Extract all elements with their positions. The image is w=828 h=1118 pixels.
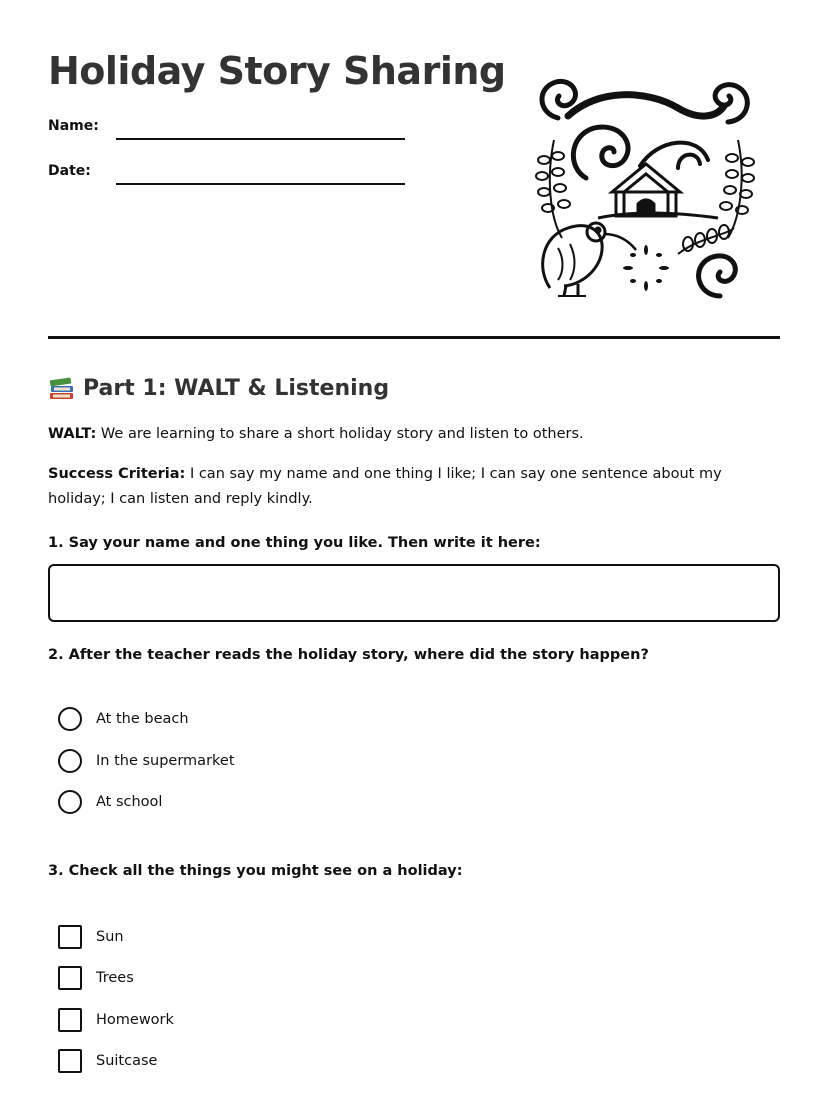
- page-title: Holiday Story Sharing: [48, 49, 506, 93]
- books-icon: [48, 376, 75, 402]
- radio-button[interactable]: [58, 790, 82, 814]
- option-label: Sun: [96, 929, 124, 945]
- walt-statement: [48, 422, 778, 447]
- part1-heading: [48, 374, 389, 404]
- date-field[interactable]: [116, 183, 405, 185]
- marae-kiwi-koru-illustration: [528, 68, 760, 304]
- walt-text: We are learning to share a short holiday story and listen to others.: [100, 426, 584, 442]
- question-3: 3. Check all the things you might see on a holiday:: [48, 863, 463, 879]
- option-label: Homework: [96, 1012, 174, 1028]
- success-criteria-text: I can say my name and one thing I like; I can say one sentence about my holiday; I can listen and reply kindly.: [48, 466, 722, 507]
- q2-option-school[interactable]: [58, 789, 162, 815]
- name-label: Name:: [48, 118, 99, 134]
- q2-option-supermarket[interactable]: [58, 748, 235, 774]
- option-label: Suitcase: [96, 1053, 158, 1069]
- q3-option-suitcase[interactable]: [58, 1048, 157, 1074]
- option-label: At school: [96, 794, 163, 810]
- question-2: 2. After the teacher reads the holiday story, where did the story happen?: [48, 647, 649, 663]
- walt-label: WALT:: [48, 426, 97, 442]
- q2-option-beach[interactable]: [58, 706, 189, 732]
- option-label: In the supermarket: [96, 753, 235, 769]
- part1-title: Part 1: WALT & Listening: [83, 376, 390, 401]
- option-label: Trees: [96, 970, 134, 986]
- radio-button[interactable]: [58, 749, 82, 773]
- radio-button[interactable]: [58, 707, 82, 731]
- checkbox[interactable]: [58, 925, 82, 949]
- question-1: 1. Say your name and one thing you like. Then write it here:: [48, 535, 541, 551]
- q3-option-homework[interactable]: [58, 1007, 174, 1033]
- checkbox[interactable]: [58, 1008, 82, 1032]
- q3-option-sun[interactable]: [58, 924, 124, 950]
- name-field[interactable]: [116, 138, 405, 140]
- success-criteria-label: Success Criteria:: [48, 466, 186, 482]
- date-label: Date:: [48, 163, 91, 179]
- question-1-answer-box[interactable]: [48, 564, 780, 622]
- q3-option-trees[interactable]: [58, 965, 134, 991]
- section-divider: [48, 336, 780, 339]
- success-criteria: [48, 462, 778, 512]
- checkbox[interactable]: [58, 966, 82, 990]
- checkbox[interactable]: [58, 1049, 82, 1073]
- option-label: At the beach: [96, 711, 189, 727]
